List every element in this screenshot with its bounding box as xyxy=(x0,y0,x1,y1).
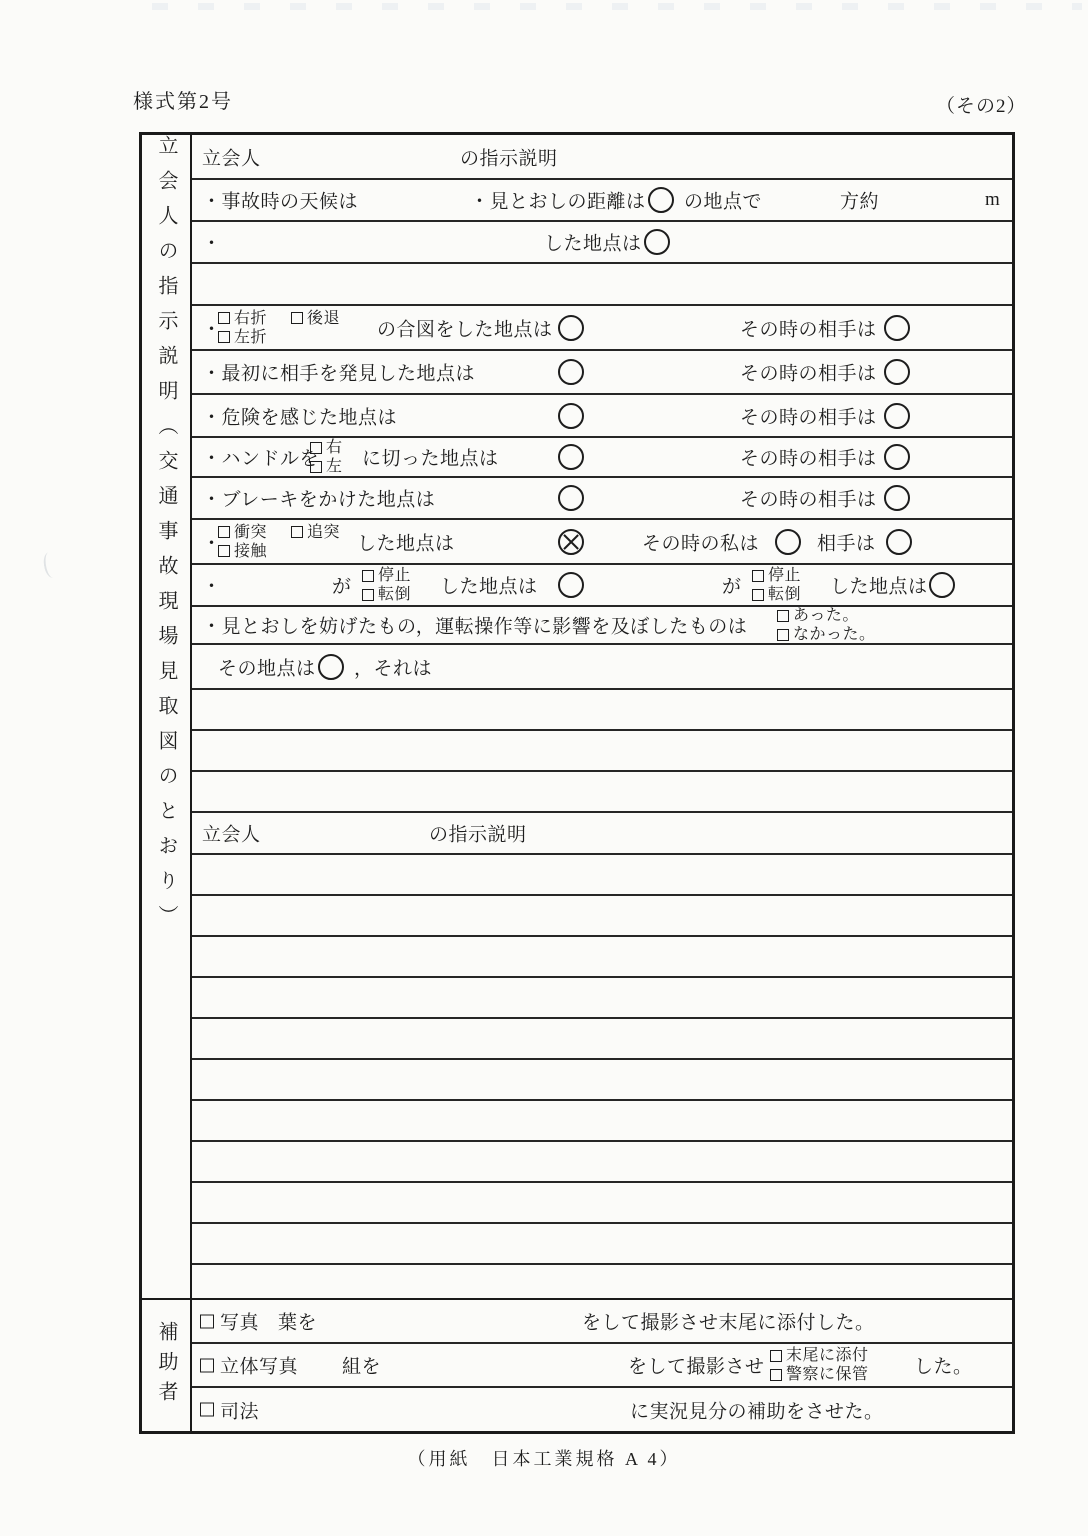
checkbox-stereo-photo[interactable]: 立体写真 xyxy=(200,1352,298,1379)
row-signal xyxy=(192,306,1012,351)
row-weather-visibility xyxy=(192,180,1012,222)
row-witness-header-1 xyxy=(192,135,1012,180)
row-danger xyxy=(192,395,1012,438)
photo-count-unit: 葉を xyxy=(278,1312,318,1334)
checkbox-contact[interactable]: 接触 xyxy=(218,543,267,560)
row-brake xyxy=(192,478,1012,520)
form-number: 様式第2号 xyxy=(133,91,233,113)
checkbox-square-icon xyxy=(218,545,230,557)
steering-label: ・ハンドルを xyxy=(202,448,320,470)
collision-label: した地点は xyxy=(357,533,455,554)
row-steering xyxy=(192,438,1012,478)
stereo-photo-mid: をして撮影させ xyxy=(628,1356,765,1378)
assistant-band xyxy=(142,1300,1012,1431)
stereo-photo-suffix: した。 xyxy=(914,1356,973,1378)
checkbox-square-icon xyxy=(752,589,764,601)
row-action-point xyxy=(192,222,1012,264)
obstruction-point-label: その地点は xyxy=(218,658,316,679)
collision-partner-circle[interactable] xyxy=(886,529,912,555)
steering-checkbox-group xyxy=(310,439,343,475)
checkbox-square-icon xyxy=(752,570,764,582)
row-obstruction xyxy=(192,607,1012,645)
danger-partner-label: その時の相手は xyxy=(740,407,877,428)
obstruction-checkbox-group xyxy=(777,607,876,643)
row-judicial xyxy=(192,1388,1012,1431)
paper-size-note: （用紙 日本工業規格 A 4） xyxy=(407,1449,681,1469)
danger-label: ・危険を感じた地点は xyxy=(202,407,398,428)
danger-partner-circle[interactable] xyxy=(884,403,910,429)
checkbox-square-icon xyxy=(310,442,322,454)
signal-bullet: ・ xyxy=(202,319,222,340)
collision-me-circle[interactable] xyxy=(775,529,801,555)
checkbox-square-icon xyxy=(777,610,789,622)
checkbox-rear-end[interactable]: 追突 xyxy=(291,524,340,541)
witness-explanation-label: の指示説明 xyxy=(460,148,558,169)
side-label-assistant-text: 補助者 xyxy=(155,1320,177,1411)
brake-circle[interactable] xyxy=(558,485,584,511)
checkbox-reverse[interactable]: 後退 xyxy=(291,310,340,327)
checkbox-square-icon xyxy=(291,312,303,324)
steering-suffix-label: に切った地点は xyxy=(362,448,499,470)
blank-writing-row xyxy=(192,690,1012,731)
obstruction-point-circle[interactable] xyxy=(318,654,344,680)
form-table xyxy=(139,132,1015,1434)
visibility-label: ・見とおしの距離は xyxy=(470,191,646,213)
signal-partner-label: その時の相手は xyxy=(740,319,877,340)
checkbox-square-icon xyxy=(777,629,789,641)
danger-circle[interactable] xyxy=(558,403,584,429)
checkbox-square-icon xyxy=(218,526,230,538)
checkbox-square-icon xyxy=(310,461,322,473)
blank-writing-row xyxy=(192,1265,1012,1298)
brake-label: ・ブレーキをかけた地点は xyxy=(202,489,436,511)
blank-writing-row xyxy=(192,978,1012,1019)
stereo-photo-checkbox-group xyxy=(770,1347,869,1383)
stop-overturn-bullet: ・ xyxy=(202,576,222,598)
first-spotted-circle[interactable] xyxy=(558,359,584,385)
page-marker: （その2） xyxy=(936,96,1027,117)
blank-writing-row xyxy=(192,1142,1012,1183)
checkbox-steer-left[interactable]: 左 xyxy=(310,458,343,475)
stop-overturn-ga-right: が xyxy=(722,576,742,598)
stereo-photo-count-unit: 組を xyxy=(342,1356,382,1378)
blank-writing-row xyxy=(192,772,1012,813)
stop-overturn-label-right: した地点は xyxy=(830,576,928,598)
visibility-unit-label: m xyxy=(985,189,1001,210)
blank-writing-row xyxy=(192,264,1012,306)
checkbox-square-icon xyxy=(218,331,230,343)
brake-partner-circle[interactable] xyxy=(884,485,910,511)
collision-bullet: ・ xyxy=(202,533,222,554)
row-photo xyxy=(192,1300,1012,1344)
side-label-witness-instruction-text: 立会人の指示説明（交通事故現場見取図のとおり） xyxy=(155,135,177,940)
assistant-content xyxy=(192,1300,1012,1431)
signal-point-circle[interactable] xyxy=(558,315,584,341)
blank-writing-row xyxy=(192,1101,1012,1142)
checkbox-existed[interactable]: あった。 xyxy=(777,607,876,624)
visibility-point-circle[interactable] xyxy=(648,187,674,213)
witness-explanation-label-2: の指示説明 xyxy=(429,824,527,846)
first-spotted-partner-label: その時の相手は xyxy=(740,363,877,385)
witness-instruction-content xyxy=(192,135,1012,1298)
visibility-direction-label: 方約 xyxy=(840,191,880,213)
stop-overturn-circle-left[interactable] xyxy=(558,572,584,598)
judicial-suffix: に実況見分の補助をさせた。 xyxy=(630,1401,884,1422)
checkbox-right-turn[interactable]: 右折 xyxy=(218,310,267,327)
signal-partner-circle[interactable] xyxy=(884,315,910,341)
side-label-witness-instruction xyxy=(142,135,192,1298)
stop-overturn-ga-left: が xyxy=(332,576,352,598)
checkbox-stop-right[interactable]: 停止 xyxy=(752,567,801,584)
checkbox-square-icon xyxy=(200,1314,214,1328)
stop-overturn-circle-right[interactable] xyxy=(929,572,955,598)
obstruction-label: ・見とおしを妨げたもの，運転操作等に影響を及ぼしたものは xyxy=(202,616,748,638)
checkbox-square-icon xyxy=(770,1369,782,1381)
checkbox-overturn-left[interactable]: 転倒 xyxy=(362,586,411,603)
checkbox-square-icon xyxy=(362,589,374,601)
steering-partner-circle[interactable] xyxy=(884,444,910,470)
checkbox-collision[interactable]: 衝突 xyxy=(218,524,267,541)
first-spotted-label: ・最初に相手を発見した地点は xyxy=(202,363,476,385)
row-witness-header-2 xyxy=(192,813,1012,855)
blank-writing-row xyxy=(192,937,1012,978)
row-obstruction-point xyxy=(192,645,1012,690)
witness-name-label-2: 立会人 xyxy=(202,824,261,846)
blank-writing-row xyxy=(192,855,1012,896)
steering-circle[interactable] xyxy=(558,444,584,470)
row-first-spotted xyxy=(192,351,1012,395)
checkbox-square-icon xyxy=(218,312,230,324)
checkbox-steer-right[interactable]: 右 xyxy=(310,439,343,456)
blank-writing-row xyxy=(192,1183,1012,1224)
row-collision xyxy=(192,520,1012,565)
checkbox-square-icon xyxy=(362,570,374,582)
signal-checkbox-group xyxy=(218,310,340,346)
blank-writing-row xyxy=(192,1224,1012,1265)
stop-overturn-checkboxes-right xyxy=(752,567,801,603)
steering-partner-label: その時の相手は xyxy=(740,448,877,470)
witness-name-label: 立会人 xyxy=(202,148,261,169)
checkbox-attach-end[interactable]: 末尾に添付 xyxy=(770,1347,869,1364)
weather-label: ・事故時の天候は xyxy=(202,191,359,213)
blank-writing-row xyxy=(192,731,1012,772)
checkbox-overturn-right[interactable]: 転倒 xyxy=(752,586,801,603)
brake-partner-label: その時の相手は xyxy=(740,489,877,511)
stop-overturn-label-left: した地点は xyxy=(440,576,538,598)
action-point-circle[interactable] xyxy=(644,229,670,255)
checkbox-square-icon xyxy=(200,1358,214,1372)
obstruction-point-suffix: ，それは xyxy=(354,658,433,679)
signal-label: の合図をした地点は xyxy=(377,319,553,340)
visibility-at-point-label: の地点で xyxy=(684,191,763,213)
collision-me-label: その時の私は xyxy=(642,533,760,554)
checkbox-not-existed[interactable]: なかった。 xyxy=(777,626,876,643)
checkbox-square-icon xyxy=(200,1403,214,1417)
checkbox-square-icon xyxy=(770,1350,782,1362)
checkbox-left-turn[interactable]: 左折 xyxy=(218,329,267,346)
scan-artifact-top xyxy=(152,3,1082,10)
photo-suffix: をして撮影させ末尾に添付した。 xyxy=(582,1312,875,1334)
collision-checkbox-group xyxy=(218,524,340,560)
side-label-assistant xyxy=(142,1300,192,1431)
stop-overturn-checkboxes-left xyxy=(362,567,411,603)
row-stop-overturn xyxy=(192,565,1012,607)
checkbox-keep-police[interactable]: 警察に保管 xyxy=(770,1366,869,1383)
first-spotted-partner-circle[interactable] xyxy=(884,359,910,385)
witness-instruction-band xyxy=(142,135,1012,1300)
action-point-bullet: ・ xyxy=(202,233,222,255)
collision-point-circle-crossed[interactable] xyxy=(558,529,584,555)
scan-artifact-left xyxy=(42,551,60,579)
checkbox-judicial[interactable]: 司法 xyxy=(200,1396,259,1423)
collision-partner-label: 相手は xyxy=(817,533,876,554)
blank-writing-row xyxy=(192,1019,1012,1060)
blank-writing-row xyxy=(192,896,1012,937)
row-stereo-photo xyxy=(192,1344,1012,1388)
blank-writing-row xyxy=(192,1060,1012,1101)
checkbox-square-icon xyxy=(291,526,303,538)
checkbox-photo[interactable]: 写真 xyxy=(200,1308,259,1335)
action-point-label: した地点は xyxy=(544,233,642,255)
checkbox-stop-left[interactable]: 停止 xyxy=(362,567,411,584)
